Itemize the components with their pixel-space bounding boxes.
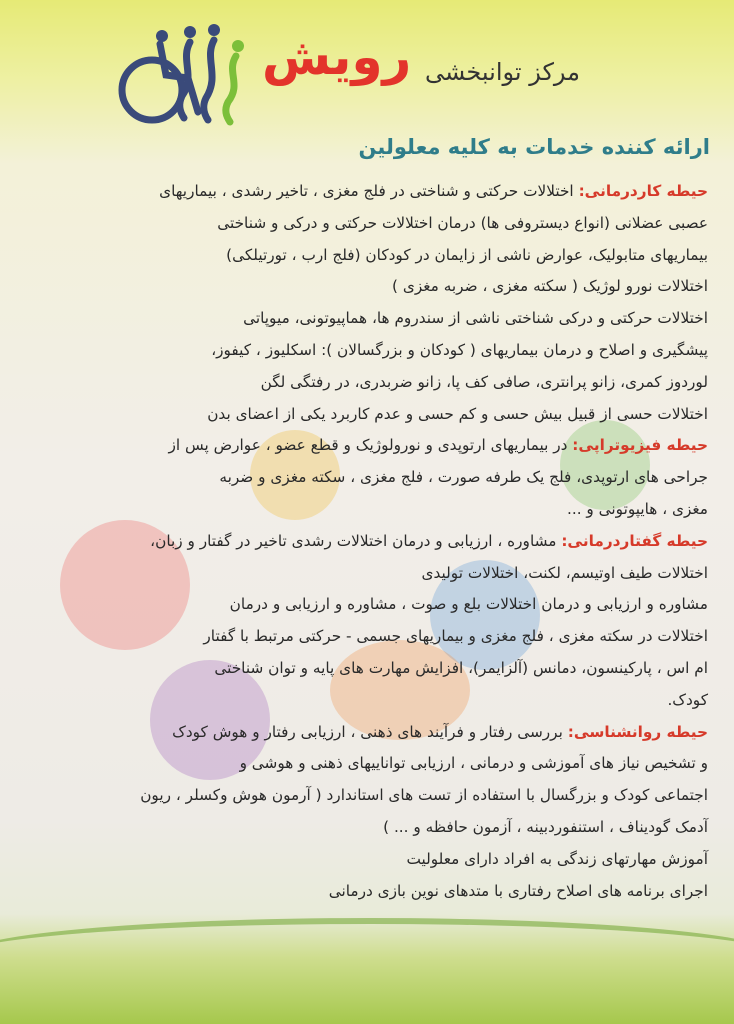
section-text: در بیماریهای ارتوپدی و نورولوژیک و قطع عضو ، عوارض پس از [168,436,573,455]
section-line: بیماریهای متابولیک، عوارض ناشی از زایمان در کودکان (فلج ارب ، تورتیلکی) [226,245,708,264]
section-line [18,430,708,462]
section-occupational-therapy [18,176,708,430]
section-line: مشاوره و ارزیابی و درمان اختلالات بلع و صوت ، مشاوره و ارزیابی و درمان [229,595,708,614]
section-line: اجتماعی کودک و بزرگسال با استفاده از تست های استاندارد ( آرمون هوش وکسلر ، ریون [140,786,708,805]
section-line: اختلالات طیف اوتیسم، لکنت، اختلالات تولیدی [421,563,708,582]
section-title: حیطه روانشناسی: [567,722,708,741]
section-text: مشاوره ، ارزیابی و درمان اختلالات رشدی تاخیر در گفتار و زبان، [150,531,562,550]
wheelchair-people-logo-icon [110,20,250,130]
section-line [18,526,708,558]
section-line: و تشخیص نیاز های آموزشی و درمانی ، ارزیابی تواناییهای ذهنی و هوشی و [239,754,708,773]
section-text: بررسی رفتار و فرآیند های ذهنی ، ارزیابی رفتار و هوش کودک [172,722,568,741]
footer-swoosh [0,918,734,994]
section-speech-therapy [18,526,708,717]
section-line: پیشگیری و اصلاح و درمان بیماریهای ( کودکان و بزرگسالان ): اسکلیوز ، کیفوز، [211,340,708,359]
section-line [18,717,708,749]
subtitle: ارائه کننده خدمات به کلیه معلولین [358,135,710,159]
section-line: اختلالات در سکته مغزی ، فلج مغزی و بیماریهای جسمی - حرکتی مرتبط با گفتار [203,627,708,646]
section-line: لوردوز کمری، زانو پرانتری، صافی کف پا، زانو ضربدری، در رفتگی لگن [260,372,708,391]
brand-prefix: مرکز توانبخشی [425,58,580,86]
section-title: حیطه گفتاردرمانی: [561,531,708,550]
section-line: عصبی عضلانی (انواع دیستروفی ها) درمان اختلالات حرکتی و درکی و شناختی [217,213,708,232]
section-line: آدمک گودیناف ، استنفوردبینه ، آزمون حافظه و ... ) [383,817,708,836]
section-line: مغزی ، هایپوتونی و ... [566,499,708,518]
section-physiotherapy [18,430,708,525]
section-psychology [18,717,708,908]
section-line: ام اس ، پارکینسون، دمانس (آلزایمر)، افزایش مهارت های پایه و توان شناختی [214,658,708,677]
section-title: حیطه کاردرمانی: [578,182,708,200]
section-line: اختلالات حسی از قبیل بیش حسی و کم حسی و عدم کاربرد یکی از اعضای بدن [207,404,708,423]
section-line: جراحی های ارتوپدی، فلج یک طرفه صورت ، فلج مغزی ، سکته مغزی و ضربه [219,468,708,487]
section-line: اختلالات حرکتی و درکی شناختی ناشی از سندروم ها، هماپیوتونی، میوپاتی [243,309,708,328]
section-text: اختلالات حرکتی و شناختی در فلج مغزی ، تاخیر رشدی ، بیماریهای [159,182,579,200]
section-line: اجرای برنامه های اصلاح رفتاری با متدهای نوین بازی درمانی [328,881,708,900]
section-line [18,176,708,208]
footer-green-ground [0,914,734,1024]
header [0,10,734,130]
brand-name: رویش [262,28,412,86]
services-content [18,176,708,907]
section-title: حیطه فیزیوتراپی: [572,436,708,455]
section-line: اختلالات نورو لوژیک ( سکته مغزی ، ضربه مغزی ) [392,277,708,296]
section-line: کودک. [667,690,708,709]
section-line: آموزش مهارتهای زندگی به افراد دارای معلولیت [406,849,708,868]
